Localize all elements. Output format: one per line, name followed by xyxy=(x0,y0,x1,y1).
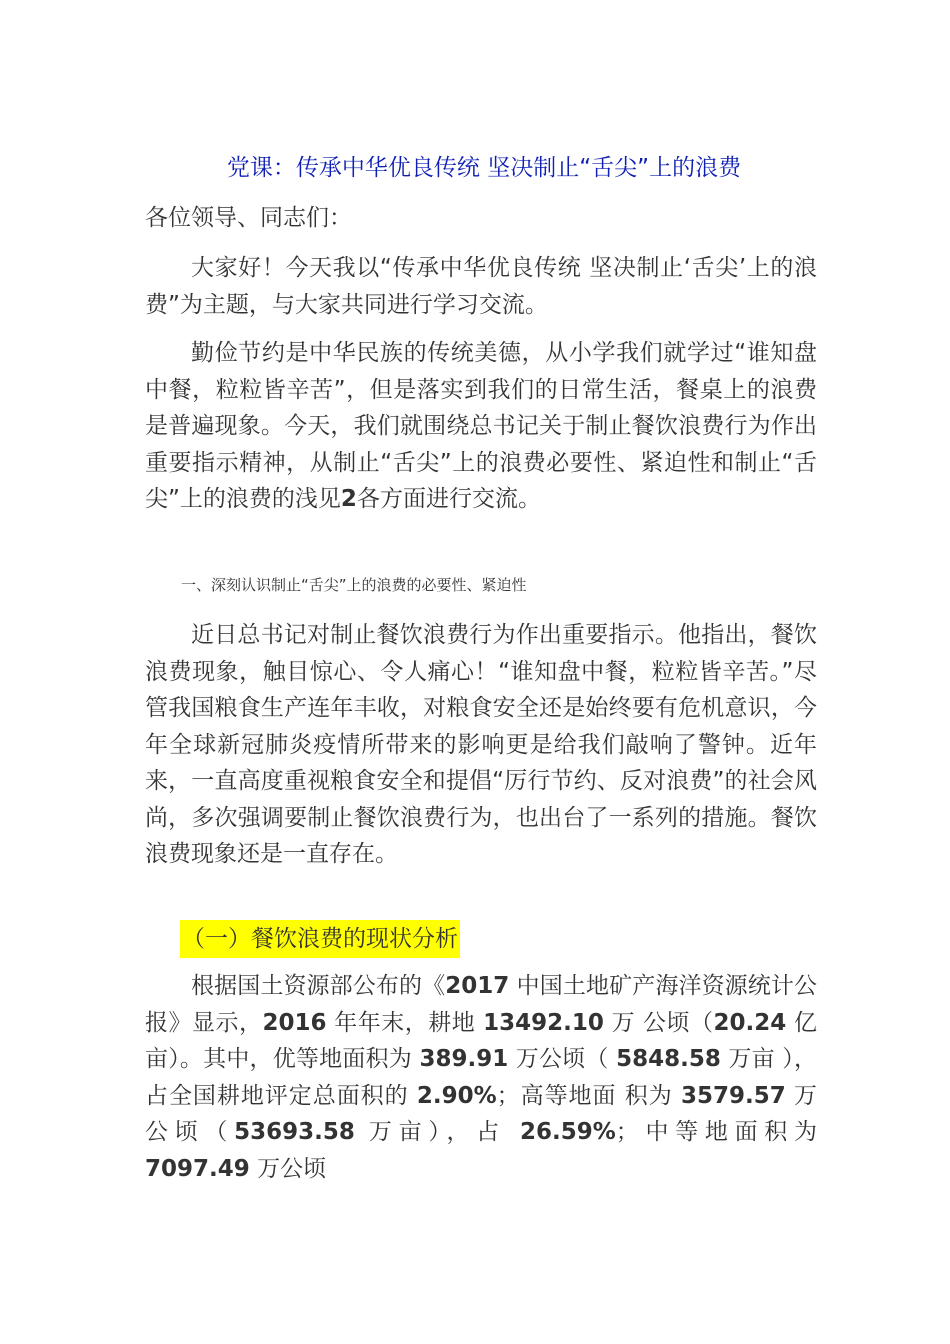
stat-number: 20.24 xyxy=(713,1009,787,1036)
stat-text: 万亩 ），占全国耕地评定总面积的 xyxy=(145,1046,818,1109)
paragraph-greeting: 大家好！今天我以“传承中华优良传统 坚决制止‘舌尖’上的浪费”为主题，与大家共同进行学习交流。 xyxy=(145,255,817,318)
stat-number: 2016 xyxy=(262,1009,327,1036)
stat-number: 7097.49 xyxy=(145,1155,250,1182)
stat-text: 万亩），占 xyxy=(354,1119,520,1145)
paragraph-intro-tail: 各方面进行交流。 xyxy=(356,486,541,512)
stat-text: 万公顷（ xyxy=(145,1082,818,1145)
paragraph-context: 近日总书记对制止餐饮浪费行为作出重要指示。他指出，餐饮浪费现象，触目惊心、令人痛心！“谁知盘中餐，粒粒皆辛苦。”尽管我国粮食生产连年丰收，对粮食安全还是始终要有危机意识，今年全球新冠肺炎疫情所带来的影响更是给我们敲响了警钟。近年来，一直高度重视粮食安全和提倡“厉行节约、反对浪费”的社会风尚，多次强调要制止餐饮浪费行为，也出台了一系列的措施。餐饮浪费现象还是一直存在。 xyxy=(145,622,817,867)
stat-text: 万公顷（ xyxy=(508,1046,617,1072)
paragraph-intro-text: 勤俭节约是中华民族的传统美德，从小学我们就学过“谁知盘中餐，粒粒皆辛苦”，但是落实到我们的日常生活，餐桌上的浪费是普遍现象。今天，我们就围绕总书记关于制止餐饮浪费行为作出重要指示精神，从制止“舌尖”上的浪费必要性、紧迫性和制止“舌尖”上的浪费的浅见 xyxy=(145,340,817,512)
paragraph-statistics xyxy=(145,968,817,1187)
stat-text: 中国土地矿产海洋资源统计公报》显示， xyxy=(145,973,818,1036)
stat-number: 53693.58 xyxy=(234,1119,355,1145)
stat-number: 5848.58 xyxy=(616,1046,721,1072)
stat-number: 26.59% xyxy=(519,1119,616,1145)
stat-number: 389.91 xyxy=(419,1046,509,1072)
stat-number: 13492.10 xyxy=(483,1009,604,1036)
section-heading: 一、深刻认识制止“舌尖”上的浪费的必要性、紧迫性 xyxy=(181,576,527,594)
stat-number: 2.90% xyxy=(416,1082,497,1109)
stat-text: 年年末，耕地 xyxy=(326,1009,484,1036)
document-title: 党课：传承中华优良传统 坚决制止“舌尖”上的浪费 xyxy=(226,155,742,181)
paragraph-intro-number: 2 xyxy=(340,486,357,512)
stat-text: 亿亩）。其中，优等地面积为 xyxy=(145,1009,818,1072)
stat-text: 万 公顷（ xyxy=(603,1009,714,1036)
paragraph-intro xyxy=(145,335,817,518)
stat-text: ；高等地面 积为 xyxy=(496,1082,681,1109)
stat-number: 3579.57 xyxy=(680,1082,786,1109)
stat-number: 2017 xyxy=(445,973,510,999)
stat-text: 万公顷 xyxy=(249,1155,327,1182)
salutation: 各位领导、同志们： xyxy=(145,205,352,231)
subsection-heading-highlighted: （一）餐饮浪费的现状分析 xyxy=(180,920,460,958)
stat-text: ；中等地面积为 xyxy=(615,1119,818,1145)
stat-text: 根据国土资源部公布的《 xyxy=(191,973,446,999)
